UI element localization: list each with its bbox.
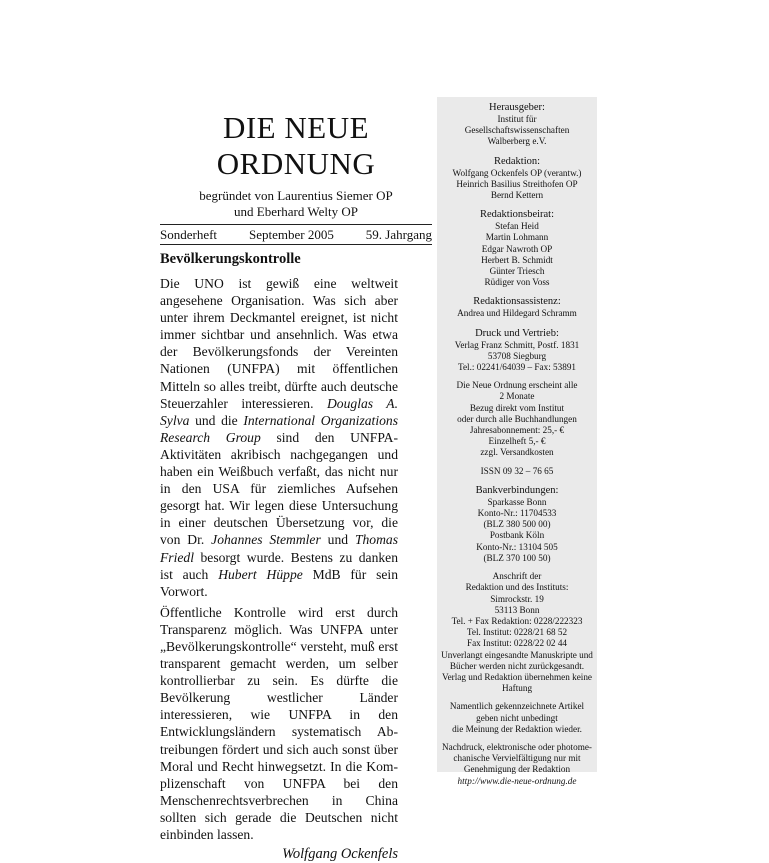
editorial-block: Redaktion: Wolfgang Ockenfels OP (verantw.) Heinrich Basilius Streithofen OP Bernd Kettern — [437, 155, 597, 202]
person-name: Thomas Friedl — [160, 532, 398, 565]
issue-edition: Sonderheft — [160, 227, 218, 242]
bank-details-block: Bankverbindungen: Sparkasse Bonn Konto-Nr.: 11704533 (BLZ 380 500 00) Postbank Köln Konto-Nr.: 13104 505 (BLZ 370 100 50) — [437, 484, 597, 564]
person-name: Johannes Stemmler — [211, 532, 321, 548]
advisory-heading: Redaktionsbeirat: — [479, 209, 555, 221]
article-body — [160, 275, 398, 863]
journal-title-line-1: DIE NEUE — [222, 110, 370, 145]
advisory-board-block: Redaktionsbeirat: Stefan Heid Martin Lohmann Edgar Nawroth OP Herbert B. Schmidt Günter Triesch Rüdiger von Voss — [437, 208, 597, 288]
organization-name: International Organizations Research Group — [160, 412, 398, 445]
address-block: Anschrift der Redaktion und des Instituts: Simrockstr. 19 53113 Bonn Tel. + Fax Redaktion: 0228/222323 Tel. Institut: 0228/21 68 52 Fax Institut: 0228/22 02 44 Unverlangt eingesandte Manuskripte und Bücher werden nicht zurückgesandt. Verlag und Redaktion übernehmen keine Haftung — [441, 571, 593, 694]
issue-volume: 59. Jahrgang — [365, 227, 432, 242]
article-headline: Bevölkerungskontrolle — [160, 251, 301, 267]
person-name: Douglas A. Sylva — [160, 395, 398, 428]
issue-date: September 2005 — [249, 227, 334, 242]
issue-info-bar — [160, 224, 432, 245]
article-paragraph-1: Die UNO ist gewiß eine weltweit angesehene Organisation. Was sich aber unter ihrem Deckmantel ereignet, ist nicht immer sichtbar und ansehnlich. Was etwa der Bevölkerungsfonds der Vereinten Nationen (UNFPA) mit öffentlichen Mitteln so alles treibt, dürfte auch deutsche Steuerzahler interessieren. Douglas A. Sylva und die International Organizations Research Group sind den UNFPA-Aktivitäten akribisch nachgegangen und haben ein Weißbuch verfaßt, das nicht nur in den USA für ziemliches Aufsehen gesorgt hat. Wir legen diese Untersuchung in einer deutschen Übersetzung vor, die von Dr. Johannes Stemmler und Thomas Friedl besorgt wurde. Bestens zu danken ist auch Hubert Hüppe MdB für sein Vorwort. — [160, 276, 398, 599]
disclaimer-block: Namentlich gekennzeichnete Artikel geben nicht unbedingt die Meinung der Redaktion wieder. — [449, 701, 585, 734]
publisher-block: Herausgeber: Institut für Gesellschaftswissenschaften Walberberg e.V. — [437, 101, 597, 148]
bank-heading: Bankverbindungen: — [475, 484, 559, 496]
journal-title-line-2: ORDNUNG — [216, 146, 376, 181]
publisher-heading: Herausgeber: — [489, 102, 545, 113]
subscription-block: Die Neue Ordnung erscheint alle 2 Monate Bezug direkt vom Institut oder durch alle Buchhandlungen Jahresabonnement: 25,- € Einzelheft 5,- € zzgl. Versandkosten — [456, 380, 578, 458]
imprint-sidebar — [437, 97, 597, 786]
person-name: Hubert Hüppe — [218, 566, 303, 582]
article-paragraph-2: Öffentliche Kontrolle wird erst durch Transparenz möglich. Was UNFPA unter „Bevölkerungskontrolle“ versteht, muß erst transparent gemacht werden, um selber kontrollierbar zu sein. Es dürfte die Bevölkerung westlicher Länder interessieren, wie UNFPA in den Entwicklungsländern systematisch Abtreibungen fördert und sich auch sonst über Moral und Recht hinwegsetzt. In die Komplizenschaft von UNFPA bei den Menschenrechtsverbrechen in China sollten sich gerade die Deutschen nicht einbinden lassen. — [160, 604, 398, 842]
masthead — [160, 110, 432, 220]
assistant-heading: Redaktionsassistenz: — [473, 296, 561, 308]
reprint-notice-block: Nachdruck, elektronische oder photome- chanische Vervielfältigung nur mit Genehmigung der Redaktion http://www.die-neue-ordnung.de — [437, 742, 597, 787]
print-distribution-block: Druck und Vertrieb: Verlag Franz Schmitt, Postf. 1831 53708 Siegburg Tel.: 02241/64039 – Fax: 53891 — [437, 327, 597, 374]
website-link[interactable]: http://www.die-neue-ordnung.de — [457, 775, 577, 786]
editorial-heading: Redaktion: — [493, 155, 541, 167]
editorial-assistant-block: Redaktionsassistenz: Andrea und Hildegard Schramm — [437, 295, 597, 319]
article-author: Wolfgang Ockenfels — [282, 846, 398, 863]
founders-line-1: begründet von Laurentius Siemer OP — [199, 188, 393, 203]
founders-line-2: und Eberhard Welty OP — [234, 204, 358, 219]
issn: ISSN 09 32 – 76 65 — [480, 465, 554, 476]
print-heading: Druck und Vertrieb: — [475, 327, 559, 339]
